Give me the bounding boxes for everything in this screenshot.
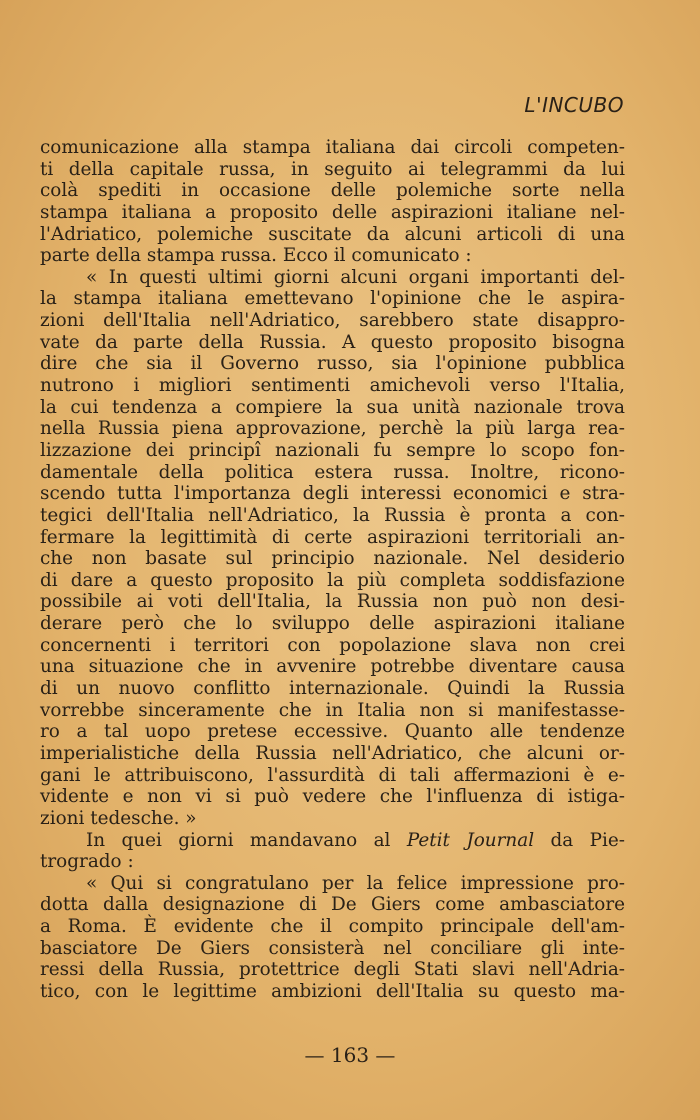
text-line: zioni dell'Italia nell'Adriatico, sarebbero state disappro-	[40, 310, 625, 332]
text-line: scendo tutta l'importanza degli interessi economici e stra-	[40, 483, 625, 505]
text-line: dotta dalla designazione di De Giers come ambasciatore	[40, 894, 625, 916]
text-line: che non basate sul principio nazionale. Nel desiderio	[40, 548, 625, 570]
text-line: vidente e non vi si può vedere che l'influenza di istiga-	[40, 786, 625, 808]
text-line: la cui tendenza a compiere la sua unità nazionale trova	[40, 396, 625, 418]
text-line: possibile ai voti dell'Italia, la Russia non può non desi-	[40, 591, 625, 613]
text-line: ro a tal uopo pretese eccessive. Quanto alle tendenze	[40, 721, 625, 743]
body-text	[40, 137, 625, 1003]
text-line: vorrebbe sinceramente che in Italia non si manifestasse-	[40, 699, 625, 721]
text-line: dire che sia il Governo russo, sia l'opinione pubblica	[40, 353, 625, 375]
text-segment: da Pie-	[534, 829, 625, 851]
text-line: una situazione che in avvenire potrebbe diventare causa	[40, 656, 625, 678]
text-line: di dare a questo proposito la più completa soddisfazione	[40, 569, 625, 591]
text-line: vate da parte della Russia. A questo proposito bisogna	[40, 331, 625, 353]
text-line: colà spediti in occasione delle polemiche sorte nella	[40, 180, 625, 202]
text-line: imperialistiche della Russia nell'Adriatico, che alcuni or-	[40, 742, 625, 764]
text-line: « In questi ultimi giorni alcuni organi importanti del-	[86, 266, 625, 288]
text-line: tico, con le legittime ambizioni dell'Italia su questo ma-	[40, 980, 625, 1002]
text-line: zioni tedesche. »	[40, 807, 197, 829]
text-line: nutrono i migliori sentimenti amichevoli verso l'Italia,	[40, 375, 625, 397]
page-number: — 163 —	[304, 1043, 396, 1067]
running-head: L'INCUBO	[524, 93, 624, 117]
text-segment: In quei giorni mandavano al	[86, 829, 407, 851]
text-line: a Roma. È evidente che il compito principale dell'am-	[40, 916, 625, 938]
text-line: parte della stampa russa. Ecco il comunicato :	[40, 245, 472, 267]
text-line: ti della capitale russa, in seguito ai telegrammi da lui	[40, 158, 625, 180]
text-line: concernenti i territori con popolazione slava non crei	[40, 634, 625, 656]
text-line: la stampa italiana emettevano l'opinione che le aspira-	[40, 288, 625, 310]
text-line: fermare la legittimità di certe aspirazioni territoriali an-	[40, 526, 625, 548]
text-line: nella Russia piena approvazione, perchè la più larga rea-	[40, 418, 625, 440]
text-line: trogrado :	[40, 851, 134, 873]
text-line: lizzazione dei principî nazionali fu sempre lo scopo fon-	[40, 439, 625, 461]
text-line: tegici dell'Italia nell'Adriatico, la Russia è pronta a con-	[40, 504, 625, 526]
text-line: damentale della politica estera russa. Inoltre, ricono-	[40, 461, 625, 483]
italic-title: Petit Journal	[406, 829, 535, 851]
text-line: ressi della Russia, protettrice degli Stati slavi nell'Adria-	[40, 959, 625, 981]
text-line: comunicazione alla stampa italiana dai circoli competen-	[40, 137, 625, 158]
text-line: di un nuovo conflitto internazionale. Quindi la Russia	[40, 678, 625, 700]
text-line: « Qui si congratulano per la felice impressione pro-	[86, 872, 625, 894]
text-line: l'Adriatico, polemiche suscitate da alcuni articoli di una	[40, 223, 625, 245]
text-line	[40, 830, 625, 852]
text-line: gani le attribuiscono, l'assurdità di tali affermazioni è e-	[40, 764, 625, 786]
text-line: derare però che lo sviluppo delle aspirazioni italiane	[40, 613, 625, 635]
text-line: basciatore De Giers consisterà nel conciliare gli inte-	[40, 937, 625, 959]
text-line: stampa italiana a proposito delle aspirazioni italiane nel-	[40, 201, 625, 223]
